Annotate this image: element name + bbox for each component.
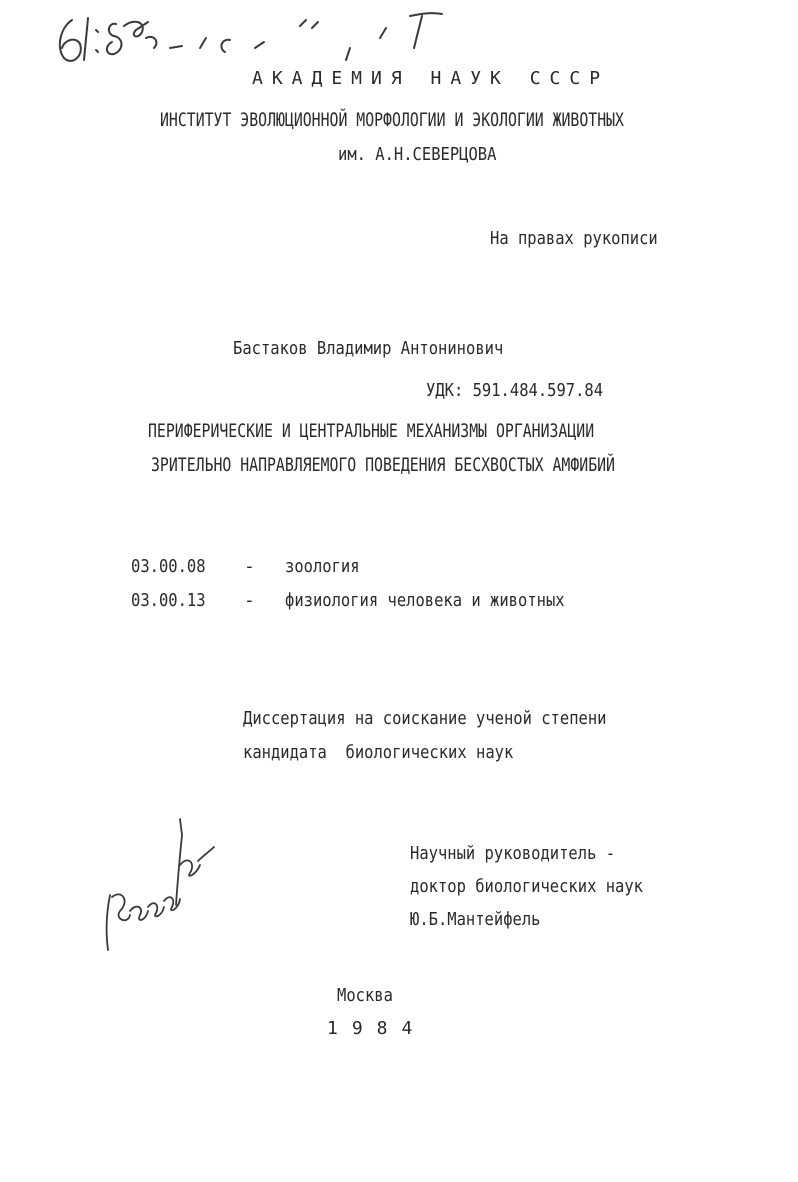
specialty-name: зоология: [285, 556, 360, 577]
supervisor-degree: доктор биологических наук: [410, 876, 644, 897]
academy-heading: АКАДЕМИЯ НАУК СССР: [252, 68, 610, 89]
author-name: Бастаков Владимир Антонинович: [233, 338, 504, 359]
degree-statement-line-2: кандидата биологических наук: [243, 742, 514, 763]
specialty-dash: -: [244, 556, 255, 577]
institute-name: ИНСТИТУТ ЭВОЛЮЦИОННОЙ МОРФОЛОГИИ И ЭКОЛОГИИ ЖИВОТНЫХ: [160, 109, 624, 131]
handwritten-signature: [100, 815, 220, 955]
manuscript-rights-note: На правах рукописи: [490, 228, 658, 249]
dissertation-title-line-2: ЗРИТЕЛЬНО НАПРАВЛЯЕМОГО ПОВЕДЕНИЯ БЕСХВОСТЫХ АМФИБИЙ: [151, 454, 615, 476]
specialty-dash: -: [244, 590, 255, 611]
udc-code: УДК: 591.484.597.84: [426, 380, 604, 401]
year: 1984: [327, 1018, 427, 1039]
specialty-code: 03.00.08: [131, 556, 206, 577]
supervisor-label: Научный руководитель -: [410, 843, 616, 864]
specialty-name: физиология человека и животных: [285, 590, 565, 611]
degree-statement-line-1: Диссертация на соискание ученой степени: [243, 708, 607, 729]
dissertation-title-line-1: ПЕРИФЕРИЧЕСКИЕ И ЦЕНТРАЛЬНЫЕ МЕХАНИЗМЫ ОРГАНИЗАЦИИ: [148, 420, 595, 442]
supervisor-name: Ю.Б.Мантейфель: [410, 909, 541, 930]
institute-named-after: им. А.Н.СЕВЕРЦОВА: [338, 144, 497, 165]
city: Москва: [337, 985, 393, 1006]
handwritten-archive-note: [50, 8, 470, 70]
specialty-code: 03.00.13: [131, 590, 206, 611]
